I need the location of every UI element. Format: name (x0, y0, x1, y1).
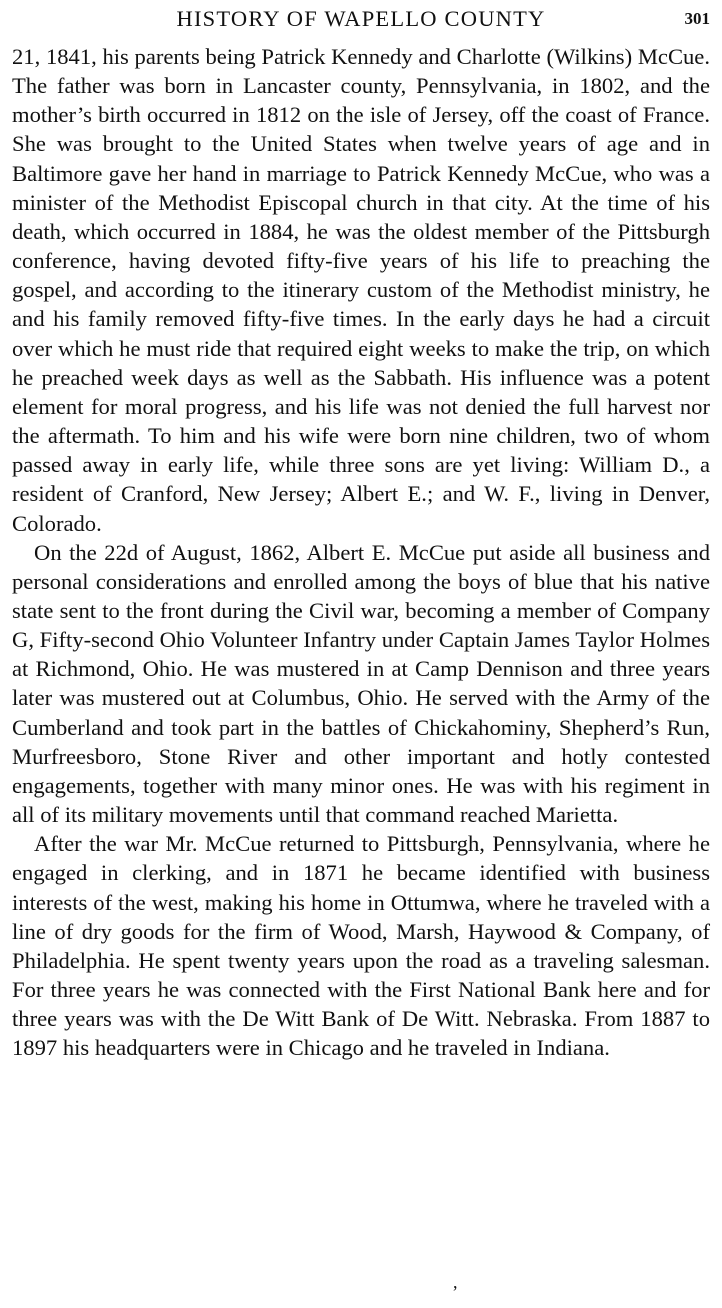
paragraph-parents: 21, 1841, his parents being Patrick Kennedy and Charlotte (Wilkins) McCue. The father was born in Lancaster county, Pennsylvania, in 1802, and the mother’s birth occurred in 1812 on the isle of Jersey, off the coast of France. She was brought to the United States when twelve years of age and in Baltimore gave her hand in marriage to Patrick Kennedy McCue, who was a minister of the Methodist Episcopal church in that city. At the time of his death, which occurred in 1884, he was the oldest member of the Pittsburgh conference, having devoted fifty-five years of his life to preaching the gospel, and according to the itinerary custom of the Methodist ministry, he and his family removed fifty-five times. In the early days he had a circuit over which he must ride that required eight weeks to make the trip, on which he preached week days as well as the Sabbath. His influence was a potent element for moral progress, and his life was not denied the full harvest nor the aftermath. To him and his wife were born nine children, two of whom passed away in early life, while three sons are yet living: William D., a resident of Cranford, New Jersey; Albert E.; and W. F., living in Denver, Colorado. (12, 44, 710, 536)
body-text (12, 42, 710, 1062)
paragraph-career: After the war Mr. McCue returned to Pittsburgh, Pennsylvania, where he engaged in clerking, and in 1871 he became identified with business interests of the west, making his home in Ottumwa, where he traveled with a line of dry goods for the firm of Wood, Marsh, Haywood & Company, of Philadelphia. He spent twenty years upon the road as a traveling salesman. For three years he was connected with the First National Bank here and for three years was with the De Witt Bank of De Witt. Nebraska. From 1887 to 1897 his headquarters were in Chicago and he traveled in Indiana. (12, 831, 710, 1061)
running-title: HISTORY OF WAPELLO COUNTY (176, 6, 546, 31)
page-number: 301 (684, 9, 710, 28)
stray-mark: , (453, 1272, 458, 1292)
paragraph-civil-war: On the 22d of August, 1862, Albert E. McCue put aside all business and personal considerations and enrolled among the boys of blue that his native state sent to the front during the Civil war, becoming a member of Company G, Fifty-second Ohio Volunteer Infantry under Captain James Taylor Holmes at Richmond, Ohio. He was mustered in at Camp Dennison and three years later was mustered out at Columbus, Ohio. He served with the Army of the Cumberland and took part in the battles of Chickahominy, Shepherd’s Run, Murfreesboro, Stone River and other important and hotly contested engagements, together with many minor ones. He was with his regiment in all of its military movements until that command reached Marietta. (12, 539, 710, 828)
running-head (12, 4, 710, 34)
